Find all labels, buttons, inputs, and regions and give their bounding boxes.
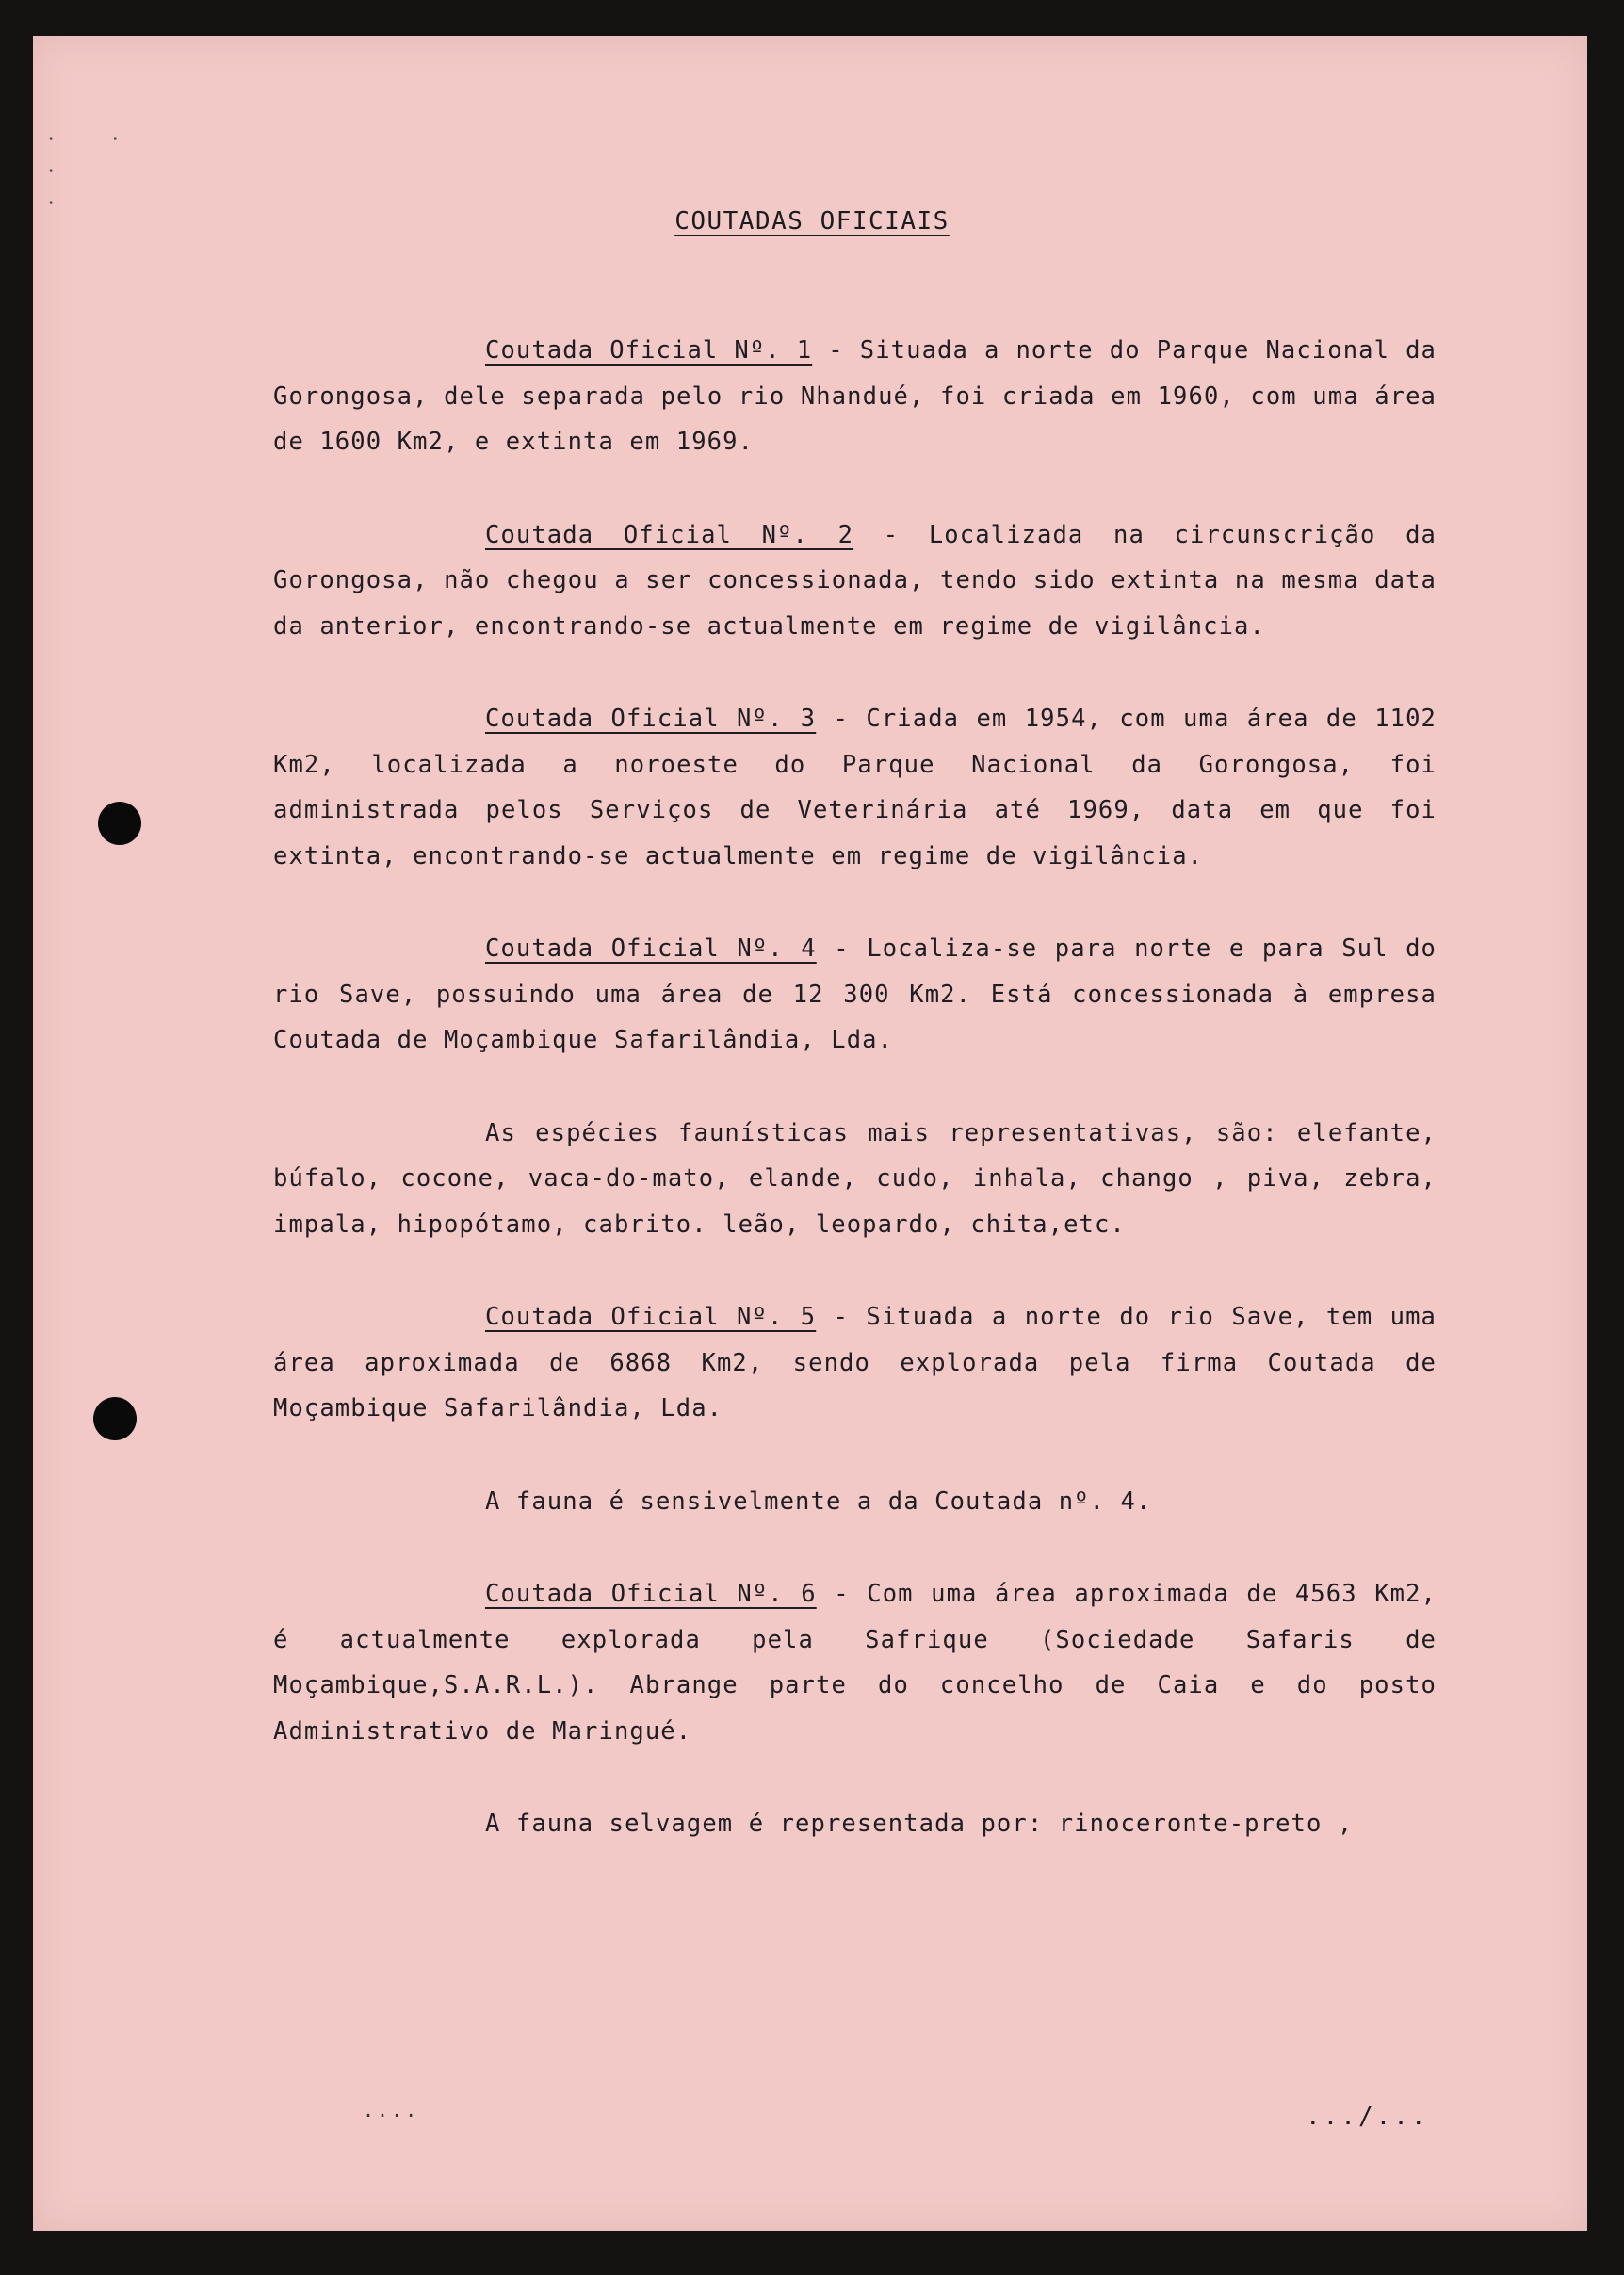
paragraph-coutada-4 [273,926,1437,1064]
paragraph-text: - Localizada na circunscrição da Gorongosa, não chegou a ser concessionada, tendo sido extinta na mesma data da anterior, encontrando-se actualmente em regime de vigilância. [273,520,1437,641]
punch-hole-top [98,802,141,845]
continuation-mark: .../... [1306,2103,1429,2131]
paragraph-text: - Situada a norte do rio Save, tem uma área aproximada de 6868 Km2, sendo explorada pela firma Coutada de Moçambique Safarilândia, Lda. [273,1303,1437,1422]
paper-specks: ⋅ ⋅ ⋅ ⋅ [45,127,142,214]
paragraph-fauna-4 [273,1111,1437,1248]
punch-hole-bottom [93,1397,137,1440]
paragraph-heading: Coutada Oficial Nº. 4 [485,934,817,963]
paragraph-text: A fauna selvagem é representada por: rinoceronte-preto , [485,1810,1354,1838]
paragraph-heading: Coutada Oficial Nº. 5 [485,1303,817,1331]
paragraph-coutada-6 [273,1571,1437,1754]
paragraph-text: A fauna é sensivelmente a da Coutada nº. 4. [485,1487,1152,1516]
paragraph-text: - Situada a norte do Parque Nacional da Gorongosa, dele separada pelo rio Nhandué, foi criada em 1960, com uma área de 1600 Km2, e extinta em 1969. [273,336,1437,456]
paragraph-text: - Localiza-se para norte e para Sul do rio Save, possuindo uma área de 12 300 Km2. Está concessionada à empresa Coutada de Moçambique Safarilândia, Lda. [273,934,1437,1054]
page-title-text: COUTADAS OFICIAIS [674,207,950,236]
paragraph-fauna-6 [273,1801,1437,1847]
footer-marks: .... [363,2099,420,2121]
paragraph-coutada-1 [273,328,1437,465]
paragraph-text: - Com uma área aproximada de 4563 Km2, é actualmente explorada pela Safrique (Sociedade Safaris de Moçambique,S.A.R.L.). Abrange parte do concelho de Caia e do posto Administrativo de Maringué. [273,1580,1437,1746]
paragraph-heading: Coutada Oficial Nº. 3 [485,705,817,733]
paragraph-text: - Criada em 1954, com uma área de 1102 Km2, localizada a noroeste do Parque Nacional da Gorongosa, foi administrada pelos Serviços de Veterinária até 1969, data em que foi extinta, encontrando-se actualmente em regime de vigilância. [273,705,1437,870]
paragraph-heading: Coutada Oficial Nº. 6 [485,1580,817,1608]
paragraph-heading: Coutada Oficial Nº. 2 [485,520,854,549]
paragraph-coutada-3 [273,696,1437,879]
paragraph-coutada-2 [273,512,1437,650]
paragraph-heading: Coutada Oficial Nº. 1 [485,336,813,365]
paragraph-coutada-5 [273,1294,1437,1432]
paragraph-fauna-5 [273,1479,1437,1525]
page-title [0,207,1624,236]
paragraph-text: As espécies faunísticas mais representativas, são: elefante, búfalo, cocone, vaca-do-mato, elande, cudo, inhala, chango , piva, zebra, impala, hipopótamo, cabrito. leão, leopardo, chita,etc. [273,1118,1437,1239]
document-body [273,328,1437,1894]
